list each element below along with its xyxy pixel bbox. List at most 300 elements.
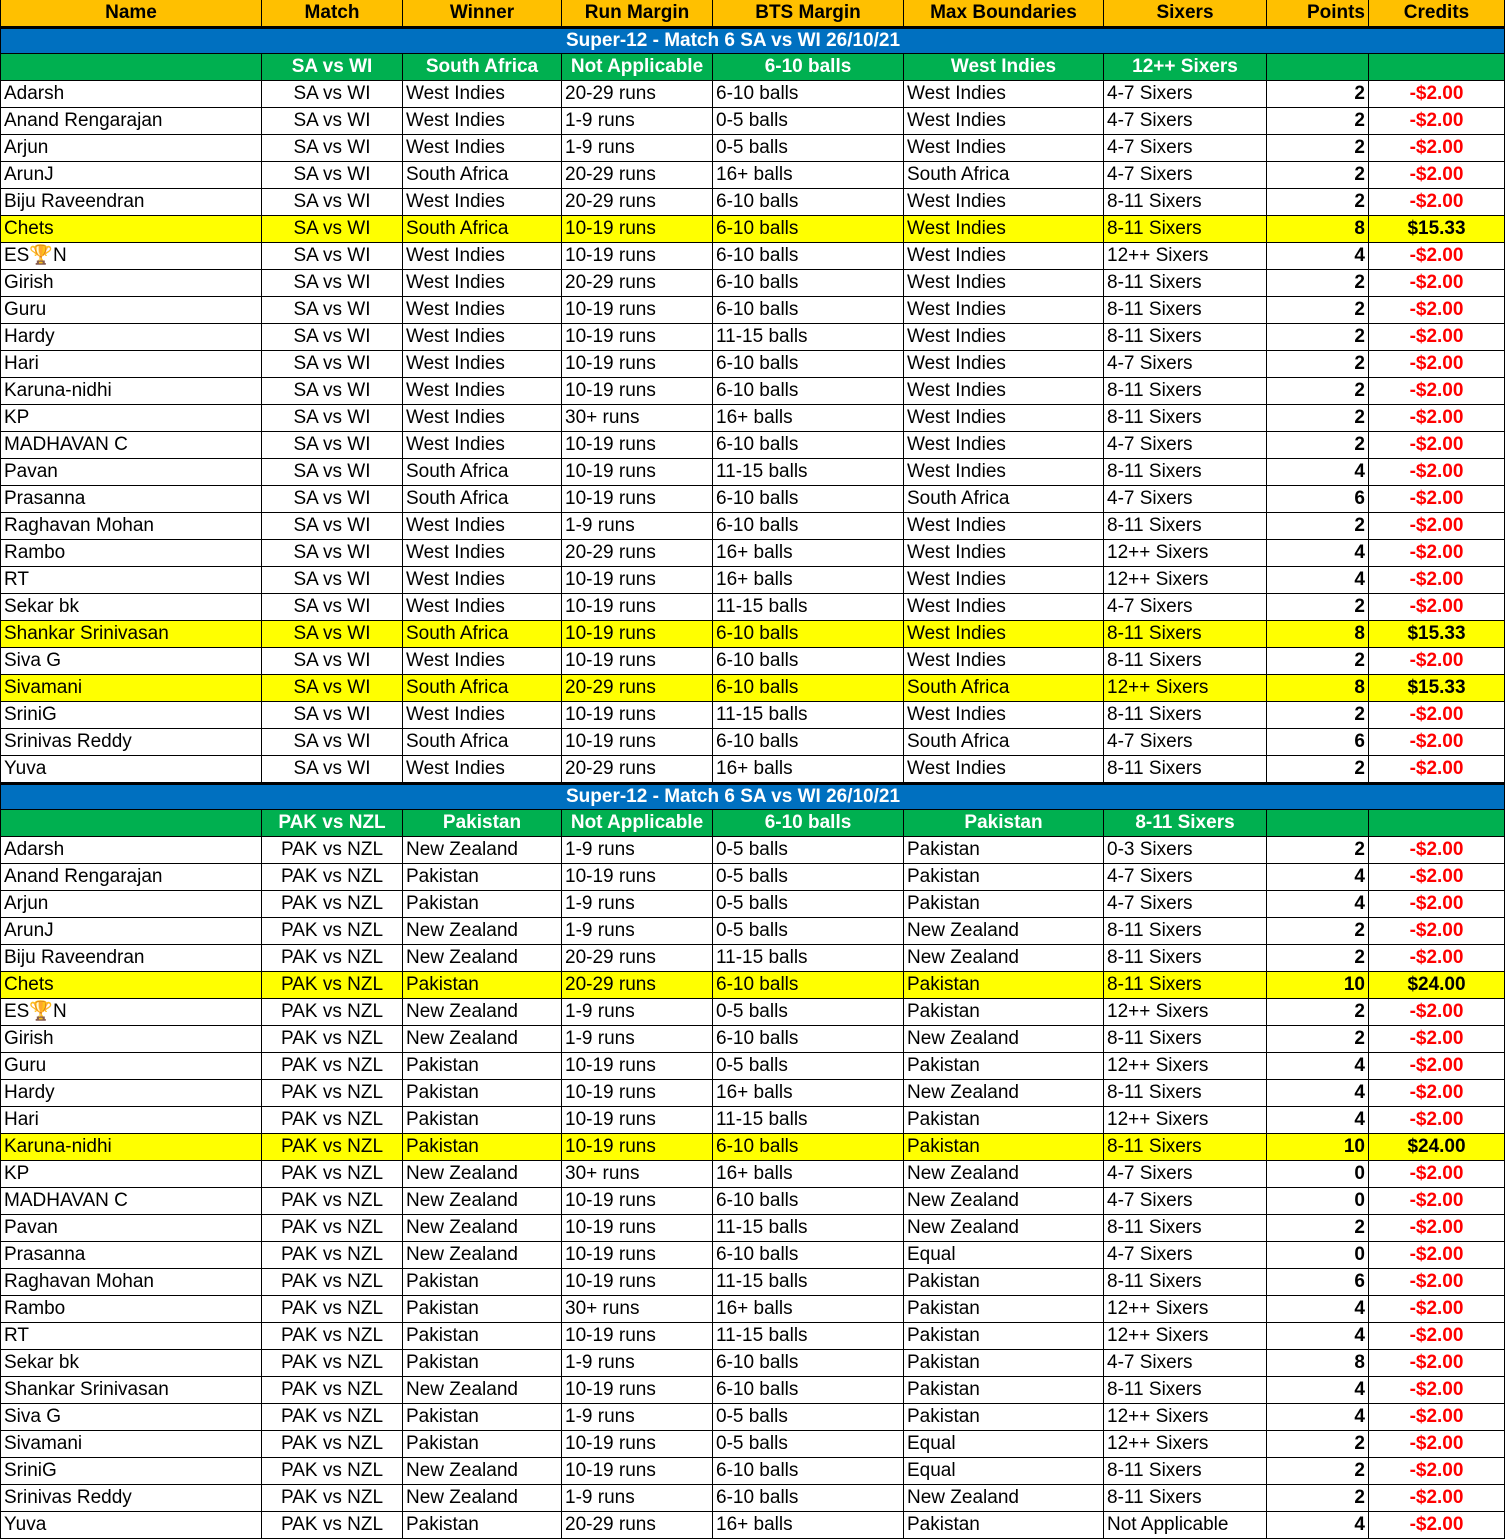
max-boundaries-cell[interactable]: West Indies: [904, 405, 1104, 432]
name-cell[interactable]: Hardy: [0, 1080, 262, 1107]
run-margin-cell[interactable]: 1-9 runs: [562, 999, 713, 1026]
run-margin-cell[interactable]: 20-29 runs: [562, 162, 713, 189]
run-margin-cell[interactable]: 20-29 runs: [562, 540, 713, 567]
winner-cell[interactable]: New Zealand: [403, 1026, 562, 1053]
max-boundaries-cell[interactable]: Pakistan: [904, 1269, 1104, 1296]
run-margin-cell[interactable]: 10-19 runs: [562, 702, 713, 729]
bts-margin-cell[interactable]: 16+ balls: [713, 1080, 904, 1107]
max-boundaries-cell[interactable]: West Indies: [904, 351, 1104, 378]
name-cell[interactable]: MADHAVAN C: [0, 1188, 262, 1215]
answer-points-cell[interactable]: [1267, 54, 1369, 81]
run-margin-cell[interactable]: 1-9 runs: [562, 918, 713, 945]
run-margin-cell[interactable]: 30+ runs: [562, 1161, 713, 1188]
credits-cell[interactable]: -$2.00: [1369, 999, 1505, 1026]
run-margin-cell[interactable]: 1-9 runs: [562, 1485, 713, 1512]
sixers-cell[interactable]: 8-11 Sixers: [1104, 405, 1267, 432]
bts-margin-cell[interactable]: 6-10 balls: [713, 675, 904, 702]
bts-margin-cell[interactable]: 11-15 balls: [713, 1107, 904, 1134]
points-cell[interactable]: 4: [1267, 1404, 1369, 1431]
sixers-cell[interactable]: 8-11 Sixers: [1104, 1377, 1267, 1404]
credits-cell[interactable]: -$2.00: [1369, 1080, 1505, 1107]
bts-margin-cell[interactable]: 0-5 balls: [713, 999, 904, 1026]
winner-cell[interactable]: South Africa: [403, 459, 562, 486]
match-cell[interactable]: SA vs WI: [262, 189, 403, 216]
bts-margin-cell[interactable]: 11-15 balls: [713, 1269, 904, 1296]
match-cell[interactable]: SA vs WI: [262, 270, 403, 297]
run-margin-cell[interactable]: 10-19 runs: [562, 243, 713, 270]
name-cell[interactable]: Arjun: [0, 135, 262, 162]
run-margin-cell[interactable]: 10-19 runs: [562, 621, 713, 648]
points-cell[interactable]: 4: [1267, 1053, 1369, 1080]
max-boundaries-cell[interactable]: West Indies: [904, 594, 1104, 621]
match-cell[interactable]: SA vs WI: [262, 486, 403, 513]
points-cell[interactable]: 2: [1267, 162, 1369, 189]
name-cell[interactable]: SriniG: [0, 702, 262, 729]
name-cell[interactable]: RT: [0, 1323, 262, 1350]
points-cell[interactable]: 2: [1267, 702, 1369, 729]
winner-cell[interactable]: New Zealand: [403, 837, 562, 864]
max-boundaries-cell[interactable]: Pakistan: [904, 972, 1104, 999]
name-cell[interactable]: Girish: [0, 1026, 262, 1053]
match-cell[interactable]: PAK vs NZL: [262, 1161, 403, 1188]
points-cell[interactable]: 2: [1267, 108, 1369, 135]
bts-margin-cell[interactable]: 11-15 balls: [713, 1323, 904, 1350]
winner-cell[interactable]: West Indies: [403, 81, 562, 108]
sixers-cell[interactable]: 8-11 Sixers: [1104, 1026, 1267, 1053]
bts-margin-cell[interactable]: 6-10 balls: [713, 1188, 904, 1215]
points-cell[interactable]: 4: [1267, 459, 1369, 486]
match-cell[interactable]: PAK vs NZL: [262, 1215, 403, 1242]
credits-cell[interactable]: -$2.00: [1369, 297, 1505, 324]
winner-cell[interactable]: West Indies: [403, 432, 562, 459]
bts-margin-cell[interactable]: 6-10 balls: [713, 351, 904, 378]
winner-cell[interactable]: West Indies: [403, 243, 562, 270]
sixers-cell[interactable]: 8-11 Sixers: [1104, 621, 1267, 648]
column-header-credits[interactable]: Credits: [1369, 0, 1505, 27]
name-cell[interactable]: Chets: [0, 972, 262, 999]
winner-cell[interactable]: South Africa: [403, 216, 562, 243]
match-cell[interactable]: SA vs WI: [262, 378, 403, 405]
credits-cell[interactable]: -$2.00: [1369, 162, 1505, 189]
sixers-cell[interactable]: 8-11 Sixers: [1104, 189, 1267, 216]
credits-cell[interactable]: -$2.00: [1369, 459, 1505, 486]
match-cell[interactable]: PAK vs NZL: [262, 918, 403, 945]
run-margin-cell[interactable]: 1-9 runs: [562, 891, 713, 918]
credits-cell[interactable]: -$2.00: [1369, 270, 1505, 297]
name-cell[interactable]: Srinivas Reddy: [0, 729, 262, 756]
sixers-cell[interactable]: 12++ Sixers: [1104, 243, 1267, 270]
answer-match-cell[interactable]: SA vs WI: [262, 54, 403, 81]
run-margin-cell[interactable]: 10-19 runs: [562, 729, 713, 756]
name-cell[interactable]: Sekar bk: [0, 594, 262, 621]
bts-margin-cell[interactable]: 11-15 balls: [713, 1215, 904, 1242]
credits-cell[interactable]: $24.00: [1369, 972, 1505, 999]
max-boundaries-cell[interactable]: West Indies: [904, 621, 1104, 648]
credits-cell[interactable]: -$2.00: [1369, 486, 1505, 513]
match-cell[interactable]: SA vs WI: [262, 459, 403, 486]
name-cell[interactable]: Prasanna: [0, 1242, 262, 1269]
max-boundaries-cell[interactable]: Equal: [904, 1458, 1104, 1485]
answer-max-boundaries-cell[interactable]: West Indies: [904, 54, 1104, 81]
max-boundaries-cell[interactable]: Pakistan: [904, 1296, 1104, 1323]
sixers-cell[interactable]: 4-7 Sixers: [1104, 432, 1267, 459]
match-cell[interactable]: PAK vs NZL: [262, 1350, 403, 1377]
winner-cell[interactable]: Pakistan: [403, 1431, 562, 1458]
run-margin-cell[interactable]: 20-29 runs: [562, 675, 713, 702]
max-boundaries-cell[interactable]: Pakistan: [904, 1350, 1104, 1377]
bts-margin-cell[interactable]: 16+ balls: [713, 162, 904, 189]
name-cell[interactable]: ES🏆N: [0, 999, 262, 1026]
answer-credits-cell[interactable]: [1369, 54, 1505, 81]
match-cell[interactable]: PAK vs NZL: [262, 1107, 403, 1134]
points-cell[interactable]: 2: [1267, 81, 1369, 108]
points-cell[interactable]: 8: [1267, 621, 1369, 648]
run-margin-cell[interactable]: 10-19 runs: [562, 594, 713, 621]
bts-margin-cell[interactable]: 6-10 balls: [713, 216, 904, 243]
bts-margin-cell[interactable]: 0-5 balls: [713, 1053, 904, 1080]
column-header-bts-margin[interactable]: BTS Margin: [713, 0, 904, 27]
match-cell[interactable]: SA vs WI: [262, 540, 403, 567]
name-cell[interactable]: Srinivas Reddy: [0, 1485, 262, 1512]
winner-cell[interactable]: Pakistan: [403, 1080, 562, 1107]
credits-cell[interactable]: -$2.00: [1369, 918, 1505, 945]
sixers-cell[interactable]: 8-11 Sixers: [1104, 459, 1267, 486]
run-margin-cell[interactable]: 1-9 runs: [562, 1026, 713, 1053]
max-boundaries-cell[interactable]: West Indies: [904, 270, 1104, 297]
bts-margin-cell[interactable]: 0-5 balls: [713, 1431, 904, 1458]
name-cell[interactable]: Hari: [0, 351, 262, 378]
answer-bts-margin-cell[interactable]: 6-10 balls: [713, 810, 904, 837]
sixers-cell[interactable]: 4-7 Sixers: [1104, 351, 1267, 378]
bts-margin-cell[interactable]: 6-10 balls: [713, 729, 904, 756]
sixers-cell[interactable]: 8-11 Sixers: [1104, 270, 1267, 297]
run-margin-cell[interactable]: 10-19 runs: [562, 1323, 713, 1350]
winner-cell[interactable]: Pakistan: [403, 1512, 562, 1539]
bts-margin-cell[interactable]: 6-10 balls: [713, 1458, 904, 1485]
winner-cell[interactable]: West Indies: [403, 135, 562, 162]
sixers-cell[interactable]: 12++ Sixers: [1104, 1053, 1267, 1080]
match-cell[interactable]: PAK vs NZL: [262, 1323, 403, 1350]
run-margin-cell[interactable]: 10-19 runs: [562, 1458, 713, 1485]
run-margin-cell[interactable]: 30+ runs: [562, 1296, 713, 1323]
column-header-run-margin[interactable]: Run Margin: [562, 0, 713, 27]
points-cell[interactable]: 10: [1267, 1134, 1369, 1161]
name-cell[interactable]: Biju Raveendran: [0, 189, 262, 216]
winner-cell[interactable]: West Indies: [403, 513, 562, 540]
name-cell[interactable]: Shankar Srinivasan: [0, 621, 262, 648]
run-margin-cell[interactable]: 10-19 runs: [562, 351, 713, 378]
run-margin-cell[interactable]: 10-19 runs: [562, 378, 713, 405]
sixers-cell[interactable]: 4-7 Sixers: [1104, 135, 1267, 162]
points-cell[interactable]: 8: [1267, 1350, 1369, 1377]
bts-margin-cell[interactable]: 6-10 balls: [713, 1242, 904, 1269]
run-margin-cell[interactable]: 10-19 runs: [562, 216, 713, 243]
winner-cell[interactable]: New Zealand: [403, 1161, 562, 1188]
answer-points-cell[interactable]: [1267, 810, 1369, 837]
credits-cell[interactable]: -$2.00: [1369, 945, 1505, 972]
winner-cell[interactable]: West Indies: [403, 108, 562, 135]
sixers-cell[interactable]: 4-7 Sixers: [1104, 729, 1267, 756]
run-margin-cell[interactable]: 20-29 runs: [562, 756, 713, 783]
max-boundaries-cell[interactable]: Pakistan: [904, 1107, 1104, 1134]
bts-margin-cell[interactable]: 0-5 balls: [713, 864, 904, 891]
max-boundaries-cell[interactable]: West Indies: [904, 324, 1104, 351]
match-cell[interactable]: SA vs WI: [262, 81, 403, 108]
credits-cell[interactable]: $24.00: [1369, 1134, 1505, 1161]
bts-margin-cell[interactable]: 0-5 balls: [713, 837, 904, 864]
match-cell[interactable]: SA vs WI: [262, 594, 403, 621]
sixers-cell[interactable]: 8-11 Sixers: [1104, 648, 1267, 675]
credits-cell[interactable]: -$2.00: [1369, 1512, 1505, 1539]
max-boundaries-cell[interactable]: West Indies: [904, 459, 1104, 486]
winner-cell[interactable]: New Zealand: [403, 1242, 562, 1269]
winner-cell[interactable]: New Zealand: [403, 1188, 562, 1215]
sixers-cell[interactable]: 8-11 Sixers: [1104, 1080, 1267, 1107]
match-cell[interactable]: SA vs WI: [262, 324, 403, 351]
sixers-cell[interactable]: 12++ Sixers: [1104, 1431, 1267, 1458]
run-margin-cell[interactable]: 20-29 runs: [562, 1512, 713, 1539]
max-boundaries-cell[interactable]: Pakistan: [904, 1377, 1104, 1404]
points-cell[interactable]: 4: [1267, 1323, 1369, 1350]
answer-match-cell[interactable]: PAK vs NZL: [262, 810, 403, 837]
match-cell[interactable]: SA vs WI: [262, 135, 403, 162]
answer-run-margin-cell[interactable]: Not Applicable: [562, 810, 713, 837]
points-cell[interactable]: 2: [1267, 378, 1369, 405]
bts-margin-cell[interactable]: 6-10 balls: [713, 1026, 904, 1053]
credits-cell[interactable]: -$2.00: [1369, 1458, 1505, 1485]
sixers-cell[interactable]: 12++ Sixers: [1104, 1323, 1267, 1350]
winner-cell[interactable]: West Indies: [403, 270, 562, 297]
credits-cell[interactable]: -$2.00: [1369, 324, 1505, 351]
points-cell[interactable]: 2: [1267, 1431, 1369, 1458]
max-boundaries-cell[interactable]: West Indies: [904, 648, 1104, 675]
sixers-cell[interactable]: 8-11 Sixers: [1104, 324, 1267, 351]
sixers-cell[interactable]: 8-11 Sixers: [1104, 756, 1267, 783]
max-boundaries-cell[interactable]: South Africa: [904, 675, 1104, 702]
name-cell[interactable]: ArunJ: [0, 162, 262, 189]
sixers-cell[interactable]: 12++ Sixers: [1104, 1296, 1267, 1323]
credits-cell[interactable]: -$2.00: [1369, 540, 1505, 567]
name-cell[interactable]: Girish: [0, 270, 262, 297]
bts-margin-cell[interactable]: 6-10 balls: [713, 972, 904, 999]
max-boundaries-cell[interactable]: South Africa: [904, 162, 1104, 189]
credits-cell[interactable]: -$2.00: [1369, 594, 1505, 621]
run-margin-cell[interactable]: 20-29 runs: [562, 270, 713, 297]
sixers-cell[interactable]: 4-7 Sixers: [1104, 1188, 1267, 1215]
max-boundaries-cell[interactable]: West Indies: [904, 432, 1104, 459]
sixers-cell[interactable]: 4-7 Sixers: [1104, 162, 1267, 189]
credits-cell[interactable]: -$2.00: [1369, 1323, 1505, 1350]
winner-cell[interactable]: Pakistan: [403, 1350, 562, 1377]
match-cell[interactable]: PAK vs NZL: [262, 1485, 403, 1512]
points-cell[interactable]: 8: [1267, 675, 1369, 702]
credits-cell[interactable]: -$2.00: [1369, 108, 1505, 135]
max-boundaries-cell[interactable]: Pakistan: [904, 891, 1104, 918]
match-cell[interactable]: PAK vs NZL: [262, 945, 403, 972]
run-margin-cell[interactable]: 10-19 runs: [562, 1080, 713, 1107]
credits-cell[interactable]: -$2.00: [1369, 702, 1505, 729]
name-cell[interactable]: Chets: [0, 216, 262, 243]
points-cell[interactable]: 2: [1267, 189, 1369, 216]
points-cell[interactable]: 4: [1267, 864, 1369, 891]
max-boundaries-cell[interactable]: South Africa: [904, 486, 1104, 513]
sixers-cell[interactable]: 4-7 Sixers: [1104, 864, 1267, 891]
name-cell[interactable]: Rambo: [0, 540, 262, 567]
bts-margin-cell[interactable]: 11-15 balls: [713, 702, 904, 729]
match-cell[interactable]: PAK vs NZL: [262, 999, 403, 1026]
run-margin-cell[interactable]: 1-9 runs: [562, 108, 713, 135]
column-header-sixers[interactable]: Sixers: [1104, 0, 1267, 27]
credits-cell[interactable]: -$2.00: [1369, 756, 1505, 783]
name-cell[interactable]: Sivamani: [0, 675, 262, 702]
winner-cell[interactable]: Pakistan: [403, 1296, 562, 1323]
run-margin-cell[interactable]: 10-19 runs: [562, 1107, 713, 1134]
sixers-cell[interactable]: 8-11 Sixers: [1104, 378, 1267, 405]
winner-cell[interactable]: New Zealand: [403, 1458, 562, 1485]
points-cell[interactable]: 2: [1267, 1485, 1369, 1512]
points-cell[interactable]: 2: [1267, 1026, 1369, 1053]
winner-cell[interactable]: West Indies: [403, 351, 562, 378]
winner-cell[interactable]: South Africa: [403, 729, 562, 756]
sixers-cell[interactable]: 8-11 Sixers: [1104, 1215, 1267, 1242]
sixers-cell[interactable]: 12++ Sixers: [1104, 675, 1267, 702]
name-cell[interactable]: ES🏆N: [0, 243, 262, 270]
name-cell[interactable]: Sivamani: [0, 1431, 262, 1458]
name-cell[interactable]: KP: [0, 405, 262, 432]
sixers-cell[interactable]: 8-11 Sixers: [1104, 1134, 1267, 1161]
match-cell[interactable]: PAK vs NZL: [262, 1269, 403, 1296]
winner-cell[interactable]: Pakistan: [403, 891, 562, 918]
credits-cell[interactable]: -$2.00: [1369, 432, 1505, 459]
max-boundaries-cell[interactable]: West Indies: [904, 378, 1104, 405]
credits-cell[interactable]: -$2.00: [1369, 243, 1505, 270]
max-boundaries-cell[interactable]: West Indies: [904, 297, 1104, 324]
points-cell[interactable]: 2: [1267, 999, 1369, 1026]
points-cell[interactable]: 2: [1267, 432, 1369, 459]
run-margin-cell[interactable]: 20-29 runs: [562, 81, 713, 108]
name-cell[interactable]: Karuna-nidhi: [0, 1134, 262, 1161]
name-cell[interactable]: Adarsh: [0, 81, 262, 108]
credits-cell[interactable]: -$2.00: [1369, 1188, 1505, 1215]
points-cell[interactable]: 0: [1267, 1242, 1369, 1269]
max-boundaries-cell[interactable]: West Indies: [904, 135, 1104, 162]
bts-margin-cell[interactable]: 6-10 balls: [713, 270, 904, 297]
credits-cell[interactable]: $15.33: [1369, 216, 1505, 243]
name-cell[interactable]: Raghavan Mohan: [0, 1269, 262, 1296]
credits-cell[interactable]: -$2.00: [1369, 189, 1505, 216]
winner-cell[interactable]: New Zealand: [403, 1485, 562, 1512]
bts-margin-cell[interactable]: 6-10 balls: [713, 621, 904, 648]
credits-cell[interactable]: -$2.00: [1369, 729, 1505, 756]
run-margin-cell[interactable]: 10-19 runs: [562, 1215, 713, 1242]
credits-cell[interactable]: -$2.00: [1369, 405, 1505, 432]
sixers-cell[interactable]: 4-7 Sixers: [1104, 81, 1267, 108]
credits-cell[interactable]: -$2.00: [1369, 1107, 1505, 1134]
winner-cell[interactable]: West Indies: [403, 648, 562, 675]
run-margin-cell[interactable]: 10-19 runs: [562, 567, 713, 594]
credits-cell[interactable]: -$2.00: [1369, 1161, 1505, 1188]
bts-margin-cell[interactable]: 6-10 balls: [713, 432, 904, 459]
credits-cell[interactable]: -$2.00: [1369, 891, 1505, 918]
max-boundaries-cell[interactable]: New Zealand: [904, 1080, 1104, 1107]
bts-margin-cell[interactable]: 0-5 balls: [713, 918, 904, 945]
match-cell[interactable]: SA vs WI: [262, 108, 403, 135]
credits-cell[interactable]: -$2.00: [1369, 1242, 1505, 1269]
match-cell[interactable]: SA vs WI: [262, 675, 403, 702]
sixers-cell[interactable]: 12++ Sixers: [1104, 540, 1267, 567]
match-cell[interactable]: SA vs WI: [262, 648, 403, 675]
answer-sixers-cell[interactable]: 12++ Sixers: [1104, 54, 1267, 81]
max-boundaries-cell[interactable]: New Zealand: [904, 918, 1104, 945]
points-cell[interactable]: 2: [1267, 135, 1369, 162]
name-cell[interactable]: Adarsh: [0, 837, 262, 864]
name-cell[interactable]: Pavan: [0, 1215, 262, 1242]
max-boundaries-cell[interactable]: West Indies: [904, 756, 1104, 783]
match-cell[interactable]: PAK vs NZL: [262, 891, 403, 918]
max-boundaries-cell[interactable]: West Indies: [904, 702, 1104, 729]
winner-cell[interactable]: Pakistan: [403, 1053, 562, 1080]
points-cell[interactable]: 2: [1267, 756, 1369, 783]
credits-cell[interactable]: -$2.00: [1369, 1404, 1505, 1431]
name-cell[interactable]: SriniG: [0, 1458, 262, 1485]
name-cell[interactable]: Yuva: [0, 1512, 262, 1539]
name-cell[interactable]: Yuva: [0, 756, 262, 783]
credits-cell[interactable]: -$2.00: [1369, 378, 1505, 405]
credits-cell[interactable]: -$2.00: [1369, 648, 1505, 675]
name-cell[interactable]: Hari: [0, 1107, 262, 1134]
match-cell[interactable]: SA vs WI: [262, 567, 403, 594]
match-cell[interactable]: SA vs WI: [262, 702, 403, 729]
name-cell[interactable]: Rambo: [0, 1296, 262, 1323]
match-cell[interactable]: SA vs WI: [262, 297, 403, 324]
points-cell[interactable]: 6: [1267, 486, 1369, 513]
bts-margin-cell[interactable]: 16+ balls: [713, 405, 904, 432]
points-cell[interactable]: 2: [1267, 351, 1369, 378]
max-boundaries-cell[interactable]: West Indies: [904, 108, 1104, 135]
points-cell[interactable]: 2: [1267, 594, 1369, 621]
match-cell[interactable]: PAK vs NZL: [262, 1458, 403, 1485]
name-cell[interactable]: Karuna-nidhi: [0, 378, 262, 405]
match-cell[interactable]: PAK vs NZL: [262, 1431, 403, 1458]
sixers-cell[interactable]: 4-7 Sixers: [1104, 1350, 1267, 1377]
match-cell[interactable]: SA vs WI: [262, 216, 403, 243]
winner-cell[interactable]: West Indies: [403, 594, 562, 621]
points-cell[interactable]: 2: [1267, 648, 1369, 675]
run-margin-cell[interactable]: 10-19 runs: [562, 486, 713, 513]
max-boundaries-cell[interactable]: West Indies: [904, 513, 1104, 540]
match-cell[interactable]: SA vs WI: [262, 405, 403, 432]
max-boundaries-cell[interactable]: New Zealand: [904, 1188, 1104, 1215]
bts-margin-cell[interactable]: 6-10 balls: [713, 1485, 904, 1512]
bts-margin-cell[interactable]: 6-10 balls: [713, 486, 904, 513]
sixers-cell[interactable]: 8-11 Sixers: [1104, 918, 1267, 945]
winner-cell[interactable]: New Zealand: [403, 945, 562, 972]
run-margin-cell[interactable]: 10-19 runs: [562, 864, 713, 891]
name-cell[interactable]: Guru: [0, 297, 262, 324]
sixers-cell[interactable]: 8-11 Sixers: [1104, 702, 1267, 729]
answer-name-cell[interactable]: [0, 810, 262, 837]
sixers-cell[interactable]: Not Applicable: [1104, 1512, 1267, 1539]
match-cell[interactable]: PAK vs NZL: [262, 1296, 403, 1323]
points-cell[interactable]: 2: [1267, 945, 1369, 972]
max-boundaries-cell[interactable]: New Zealand: [904, 1026, 1104, 1053]
match-cell[interactable]: SA vs WI: [262, 243, 403, 270]
max-boundaries-cell[interactable]: West Indies: [904, 189, 1104, 216]
sixers-cell[interactable]: 12++ Sixers: [1104, 1107, 1267, 1134]
max-boundaries-cell[interactable]: New Zealand: [904, 1161, 1104, 1188]
winner-cell[interactable]: South Africa: [403, 675, 562, 702]
max-boundaries-cell[interactable]: Pakistan: [904, 1404, 1104, 1431]
